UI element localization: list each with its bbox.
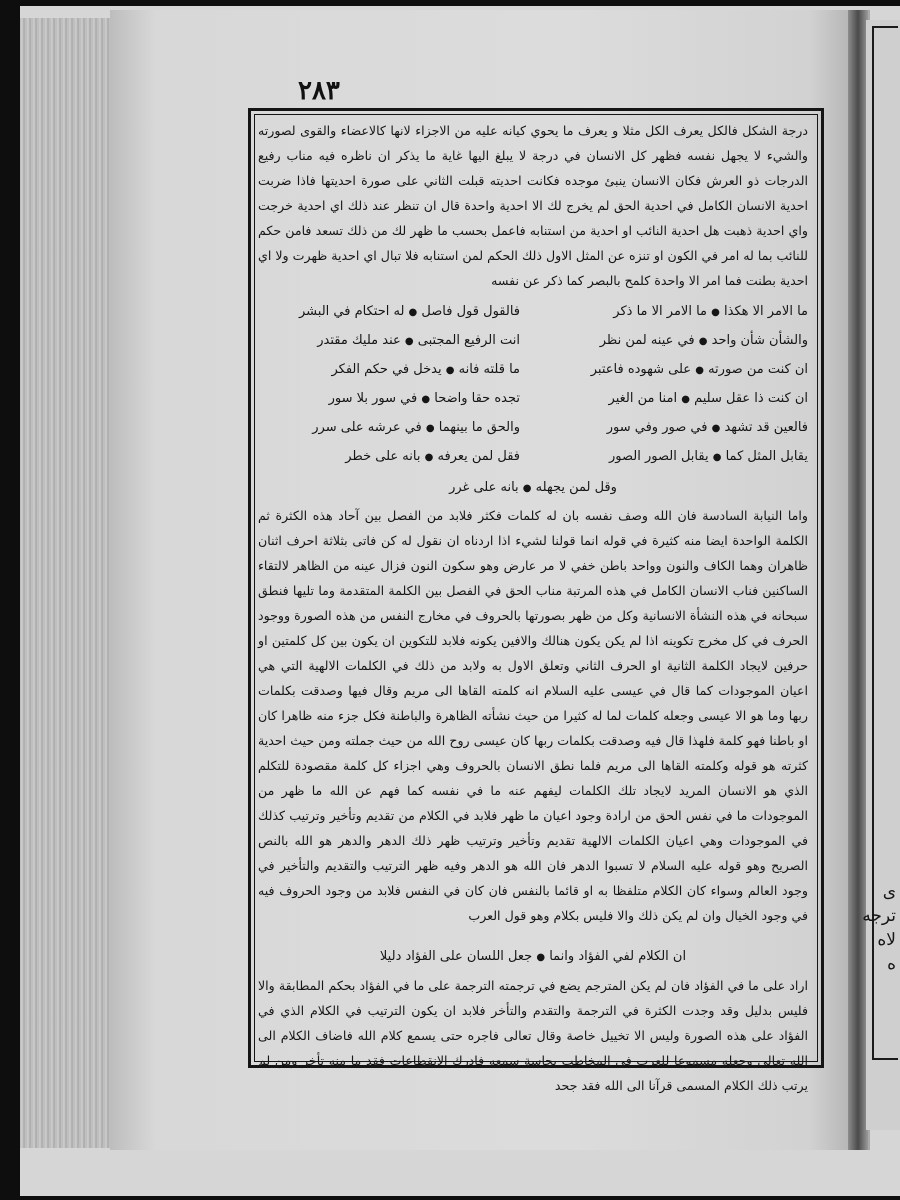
poem-hemistich: انت الرفيع المجتبى ● عند مليك مقتدر [317,333,520,348]
poem-hemistich: ما الامر الا هكذا ● ما الامر الا ما ذكر [613,304,808,319]
paragraph-2: واما النيابة السادسة فان الله وصف نفسه بان له كلمات فكثر فلابد من الفصل بين آحاد هذه الكثرة ثم الكلمة الواحدة ايضا منه كثيرة في قوله انما قولنا لشيء اذا اردناه ان نقول له كن فاتى بثلاثة احرف اثنان ظاهران وهما الكاف والنون وواحد باطن خفي لا مر عارض وهو سكون النون فزال عينه من الظاهر لالتقاء الساكنين فناب الانسان الكامل في هذه المرتبة مناب الحق في الفصل بين الكلمة المتقدمة وما تليها فنطق سبحانه في هذه النشأة الانسانية وكل من ظهر بصورتها بالحروف في مخارج النفس من هذه الصورة ووجود الحرف في كل مخرج تكوينه اذا لم يكن يكون هنالك والافين يكونه فلابد للتكوين ان يكون بين كل كلمتين او حرفين لايجاد الكلمة الثانية او الحرف الثاني وتعلق الاول به ولابد من ذلك في الكلمات الالهية التي هي اعيان الموجودات كما قال في عيسى عليه السلام انه كلمته القاها الى مريم وقال فيها وصدقت بكلمات ربها وما هو الا عيسى وجعله كلمات لما له كثيرا من حيث نشأته الظاهرة والباطنة فكل جزء منه ظاهرا كان او باطنا فهو كلمة فلهذا قال فيه وصدقت بكلمات ربها كان عيسى روح الله من حيث جملته ومن حيث احدية كثرته هو قوله وكلمته القاها الى مريم فلما نطق الانسان بالحروف وهي اجزاء كل كلمة مقصودة للتكلم الذي هو الانسان المريد لايجاد تلك الكلمات ليفهم عنه ما في نفسه كما فهم عن الله ما ظهر من الموجودات ما في نفس الحق من ارادة وجود اعيان ما ظهر فلابد في الكلام من تقديم وتأخير وترتيب كذلك في الموجودات وهي اعيان الكلمات الالهية تقديم وتأخير وترتيب ظهر ذلك الدهر والدهر هو الله بالنص الصريح وهو قوله عليه السلام لا تسبوا الدهر فان الله هو الدهر وفيه ظهر الترتيب والتقديم والتأخير في وجود العالم وسواء كان الكلام متلفظا به او قائما بالنفس فان كان في النفس فلابد من وجود الحروف فيه في وجود الخيال وان لم يكن ذلك والا فليس بكلام وهو قول العرب [258,508,808,923]
poem-hemistich: فالقول قول فاصل ● له احتكام في البشر [299,304,520,319]
poem-hemistich: والحق ما بينهما ● في عرشه على سرر [312,420,520,435]
poem-hemistich: ما قلته فانه ● يدخل في حكم الفكر [331,362,520,377]
poem-verse [258,355,808,384]
book-gutter [848,10,868,1150]
page-edges [20,18,122,1148]
quoted-couplet: ان الكلام لفي الفؤاد وانما ● جعل اللسان على الفؤاد دليلا [379,949,687,964]
poem-hemistich: والشأن شأن واحد ● في عينه لمن نظر [599,333,808,348]
poem-verse [258,442,808,471]
poem-hemistich: تجده حقا واضحا ● في سور بلا سور [328,391,520,406]
paragraph-3: اراد على ما في الفؤاد فان لم يكن المترجم يضع في ترجمته الترجمة على ما في الفؤاد بحكم المطابقة والا فليس بدليل وقد وجدت الكثرة في الترجمة والتقدم والتأخر فلابد ان يكون الترتيب في الكلام الذي في الفؤاد على هذه الصورة وليس الا تخييل خاصة وقال تعالى فاجره حتى يسمع كلام الله فاضاف الكلام الى الله تعالى وجعله مسموعا للعرب في المخاطب بحاسة سمعه فادرك الانقطاعات فقد ما منه تأخر ومن لم يرتب ذلك الكلام المسمى قرآنا الى الله فقد جحد [258,978,808,1093]
poem-verse [258,413,808,442]
poem-hemistich: فقل لمن يعرفه ● بانه على خطر [345,449,520,464]
facing-page-fragment: ى ترجه لاه ه [862,882,896,974]
poem-verse [258,297,808,326]
poem-final-verse: وقل لمن يجهله ● بانه على غرر [449,480,617,495]
poem-hemistich: يقابل المثل كما ● يقابل الصور الصور [609,449,808,464]
paragraph-1: درجة الشكل فالكل يعرف الكل مثلا و يعرف ما يحوي كيانه عليه من الاجزاء لانها كالاعضاء والقوى لصورته والشيء لا يجهل نفسه فظهر كل الانسان في درجة لا يبلغ اليها غاية ما يذكر ان ناظره فيه مناب رفيع الدرجات ذو العرش فكان الانسان ينبئ موجده فكانت احديته قبلت الثاني على صورة احديتها فاذا ضربت احدية الانسان الكامل في احدية الحق لم يخرج لك الا احدية واحدة قال ان تنظر عند ذلك اي احدية خرجت واي احدية ذهبت هل احدية النائب او احدية من استنابه فاعمل بحسب ما ظهر لك من ذلك تسعد فامن حكم للنائب بما له امر في الكون او تنزه عن المثل الاول ذلك الحكم لمن استنابه فلا تبال اي احدية ظهرت ولا اي احدية بطنت فما امر الا واحدة كلمح بالبصر كما ذكر عن نفسه [258,123,808,288]
page-body [258,118,808,1093]
poem-hemistich: ان كنت من صورته ● على شهوده فاعتبر [590,362,808,377]
poem [258,297,808,473]
poem-hemistich: ان كنت ذا عقل سليم ● امنا من الغير [608,391,808,406]
page-number: ٢٨٣ [298,76,340,106]
poem-verse [258,326,808,355]
poem-verse [258,384,808,413]
poem-hemistich: فالعين قد تشهد ● في صور وفي سور [606,420,808,435]
